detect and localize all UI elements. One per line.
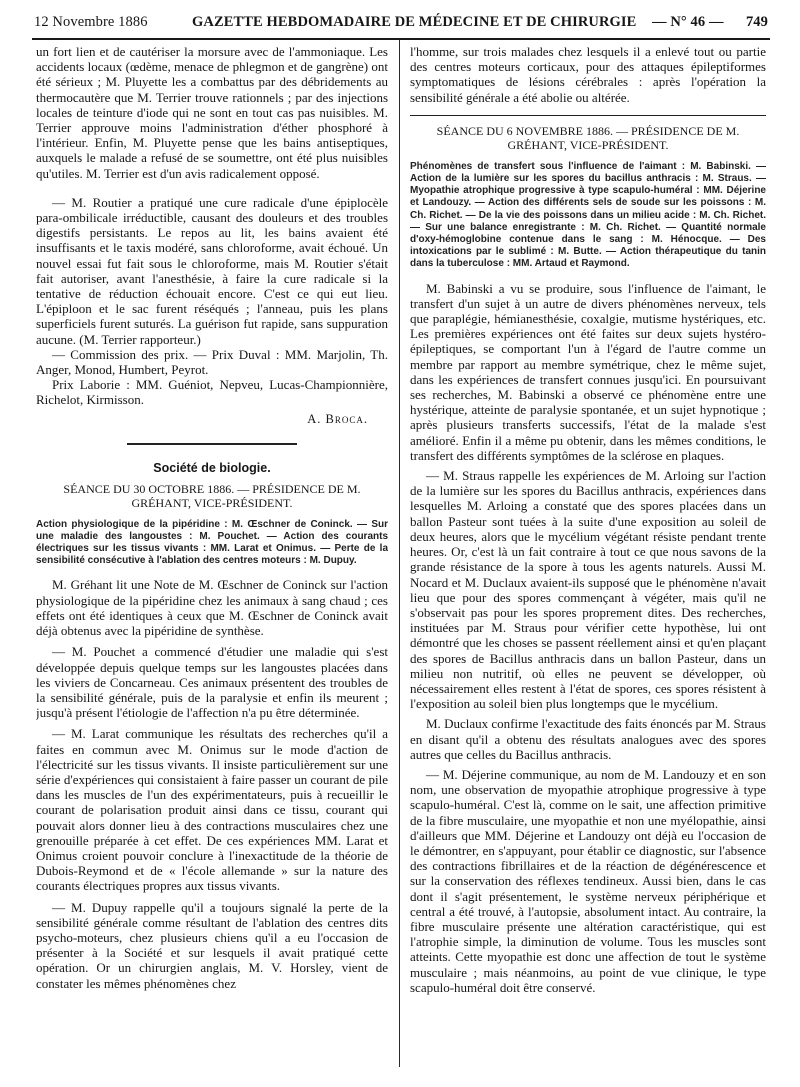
header-date: 12 Novembre 1886 [34, 14, 148, 30]
babinski-paragraph: M. Babinski a vu se produire, sous l'influence de l'aimant, le transfert d'un sujet à un autre de divers phénomènes nerveux, tels que paraplégie, hémianesthésie, coxalgie, mutisme hystériques, etc. Les premières expériences ont été faites sur deux sujets hystéro-épileptiques, se comportant l'un à l'égard de l'autre comme un membre par rapport au membre symétrique, chez le même sujet, dans les expériences de transfert connues jusqu'ici. En poursuivant ses recherches, M. Babinski a observé ce phénomène entre une hystérique, atteinte de paralysie spontanée, et un sujet hypnotique ; après plusieurs transferts successifs, l'état de la malade s'est amélioré. Enfin il a même pu obtenir, dans les mêmes conditions, le transfert des différents symptômes de la sclérose en plaques. [410, 280, 766, 463]
session-heading: SÉANCE DU 30 OCTOBRE 1886. — PRÉSIDENCE DE M. GRÉHANT, VICE-PRÉSIDENT. [63, 481, 361, 511]
larat-paragraph: — M. Larat communique les résultats des recherches qu'il a faites en commun avec M. Onimus sur le mode d'action de l'électricité sur les tissus vivants. Il insiste particulièrement sur une série d'expériences qui consistaient à faire passer un courant de pile dans les muscles de l'un des expérimentateurs, puis à recueillir le courant de polarisation produit ainsi dans ce tissu, courant qui pouvait alors donner lieu à des contractions musculaires chez une grenouille préparée à cet effet. De ces expériences MM. Larat et Onimus croient pouvoir conclure à l'inexactitude de la théorie de Dubois-Reymond et de « l'école allemande » sur la nature des courants électriques propres aux tissus vivants. [36, 726, 388, 894]
header-rule [32, 38, 770, 40]
column-divider [399, 40, 400, 1067]
laborie-paragraph: Prix Laborie : MM. Guéniot, Nepveu, Lucas-Championnière, Richelot, Kirmisson. [36, 377, 388, 408]
session-heading: SÉANCE DU 6 NOVEMBRE 1886. — PRÉSIDENCE DE M. GRÉHANT, VICE-PRÉSIDENT. [436, 123, 740, 153]
dejerine-paragraph: — M. Déjerine communique, au nom de M. Landouzy et en son nom, une observation de myopathie atrophique progressive à type scapulo-huméral. C'est là, comme on le sait, une affection primitive de la fibre musculaire, une myopathie et non une myélopathie, ainsi d'ailleurs que MM. Déjerine et Landouzy ont déjà eu l'occasion de le démontrer, en s'appuyant, pour établir ce diagnostic, sur l'absence des contractions fibrillaires et de la réaction de dégénérescence et sur la conservation des réflexes tendineux. Aussi bien, dans le cas dont il s'agit présentement, le système nerveux périphérique et central a été trouvé, à l'autopsie, absolument intact. Au contraire, la fibre musculaire présente une altération caractéristique, qui est l'atrophie simple, la diminution de volume. Tous les muscles sont atteints. Cette myopathie est donc une affection de tout le système musculaire ; mais néanmoins, au point de vue clinique, le type scapulo-huméral doit être conservé. [410, 766, 766, 995]
right-column [410, 44, 766, 995]
section-separator [127, 443, 297, 445]
commission-paragraph: — Commission des prix. — Prix Duval : MM. Marjolin, Th. Anger, Monod, Humbert, Peyrot. [36, 346, 388, 378]
dupuy-paragraph: — M. Dupuy rappelle qu'il a toujours signalé la perte de la sensibilité générale comme résultant de l'ablation des centres dits psycho-moteurs, chez plusieurs chiens qu'il a eu l'occasion de présenter à la Société et sur lesquels il avait pratiqué cette opération. Or un chirurgien anglais, M. V. Horsley, vient de constater les mêmes phénomènes chez [36, 899, 388, 991]
section-separator [410, 115, 766, 116]
straus-paragraph: — M. Straus rappelle les expériences de M. Arloing sur l'action de la lumière sur les spores du Bacillus anthracis, expériences dans lesquelles M. Arloing a constaté que des spores placées dans un ballon Pasteur sont tuées à la suite d'une exposition au soleil de deux heures, alors que le mycélium végétant résiste pendant trente heures. Or, c'est là un fait contraire à tout ce que nous savons de la grande résistance de la spore à tous les agents naturels. Aussi M. Nocard et M. Duclaux avaient-ils supposé que le phénomène n'avait lieu que pour des spores commençant à végéter, mais qu'il ne s'observait pas pour les spores proprement dites. Des recherches, instituées par M. Straus pour vérifier cette hypothèse, lui ont démontré que les choses se passent réellement ainsi et qu'en plaçant des spores de Bacillus anthracis dans un ballon Pasteur, dans un milieu non nutritif, où elles ne peuvent se développer, où nécessairement elles restent à l'état de spores, ces spores résistent à l'exposition au soleil bien plus longtemps que le mycélium. [410, 468, 766, 712]
header-journal-title: GAZETTE HEBDOMADAIRE DE MÉDECINE ET DE CHIRURGIE [192, 14, 637, 30]
session-summary: Action physiologique de la pipéridine : M. Œschner de Coninck. — Sur une maladie des langoustes : M. Pouchet. — Action des courants électriques sur les tissus vivants : MM. Larat et Onimus. — Perte de la sensibilité consécutive à l'ablation des centres moteurs : M. Dupuy. [36, 518, 388, 567]
left-column [36, 44, 388, 991]
running-header [32, 14, 770, 40]
header-page-number: 749 [745, 14, 768, 30]
duclaux-paragraph: M. Duclaux confirme l'exactitude des faits énoncés par M. Straus en disant qu'il a obtenu des résultats analogues avec des spores autres que celles du Bacillus anthracis. [410, 716, 766, 762]
author-signature: A. Broca. [307, 411, 368, 426]
society-title: Société de biologie. [153, 460, 271, 475]
session-summary: Phénomènes de transfert sous l'influence de l'aimant : M. Babinski. — Action de la lumière sur les spores du bacillus anthracis : M. Straus. — Myopathie atrophique progressive à type scapulo-huméral : MM. Déjerine et Landouzy. — Action des différents sels de soude sur les poissons : M. Ch. Richet. — De la vie des poissons dans un milieu acide : M. Ch. Richet. — Sur une balance enregistrante : M. Ch. Richet. — Quantité normale d'oxy-hémoglobine contenue dans le sang : M. Hénocque. — Des intoxications par le sublimé : M. Butte. — Action thérapeutique du tanin dans la tuberculose : MM. Artaud et Raymond. [410, 160, 766, 270]
grehant-paragraph: M. Gréhant lit une Note de M. Œschner de Coninck sur l'action physiologique de la pipéridine chez les animaux à sang chaud ; ces effets ont été identiques à ceux que M. Œschner de Coninck avait déjà obtenus avec la pipéridine de synthèse. [36, 577, 388, 639]
intro-paragraph: un fort lien et de cautériser la morsure avec de l'ammoniaque. Les accidents locaux (œdème, menace de phlegmon et de gangrène) ont été sérieux ; M. Pluyette les a combattus par des débridements au thermocautère que M. Terrier trouve rationnels ; par des injections locales de teinture d'iode qui ne sont en tout cas pas nuisibles. M. Terrier approuve moins l'administration d'éther phosphoré à l'intérieur. Enfin, M. Pluyette pense que les bains antiseptiques, auxquels le malade a refusé de se soumettre, ont été plus nuisibles qu'utiles. M. Terrier est d'un avis radicalement opposé. [36, 44, 388, 181]
header-issue-number: — N° 46 — [652, 14, 724, 30]
pouchet-paragraph: — M. Pouchet a commencé d'étudier une maladie qui s'est développée depuis quelque temps sur les langoustes placées dans les viviers de Concarneau. Ces animaux présentent des troubles de la sensibilité générale, puis de la paralysie et enfin ils meurent ; jusqu'à présent l'étiologie de l'affection n'a pu être déterminée. [36, 644, 388, 721]
continuation-paragraph: l'homme, sur trois malades chez lesquels il a enlevé tout ou partie des centres moteurs corticaux, pour des attaques épileptiformes symptomatiques de lésions cérébrales : après l'opération la sensibilité générale a été abolie ou altérée. [410, 44, 766, 105]
routier-paragraph: — M. Routier a pratiqué une cure radicale d'une épiplocèle para-ombilicale irréductible, causant des douleurs et des troubles digestifs persistants. Le repos au lit, les bains avaient été insuffisants et le taxis modéré, sans chloroforme, avait échoué. Un nouvel essai fut fait sous le chloroforme, mais M. Routier s'était fait autoriser, avant l'anesthésie, à faire la cure radicale si la tentative de réduction échouait encore. C'est ce qui eut lieu. L'épiploon et le sac furent réséqués ; l'anneau, puis les plans superficiels furent suturés. La guérison fut rapide, sans suppuration aucune. (M. Terrier rapporteur.) [36, 194, 388, 347]
